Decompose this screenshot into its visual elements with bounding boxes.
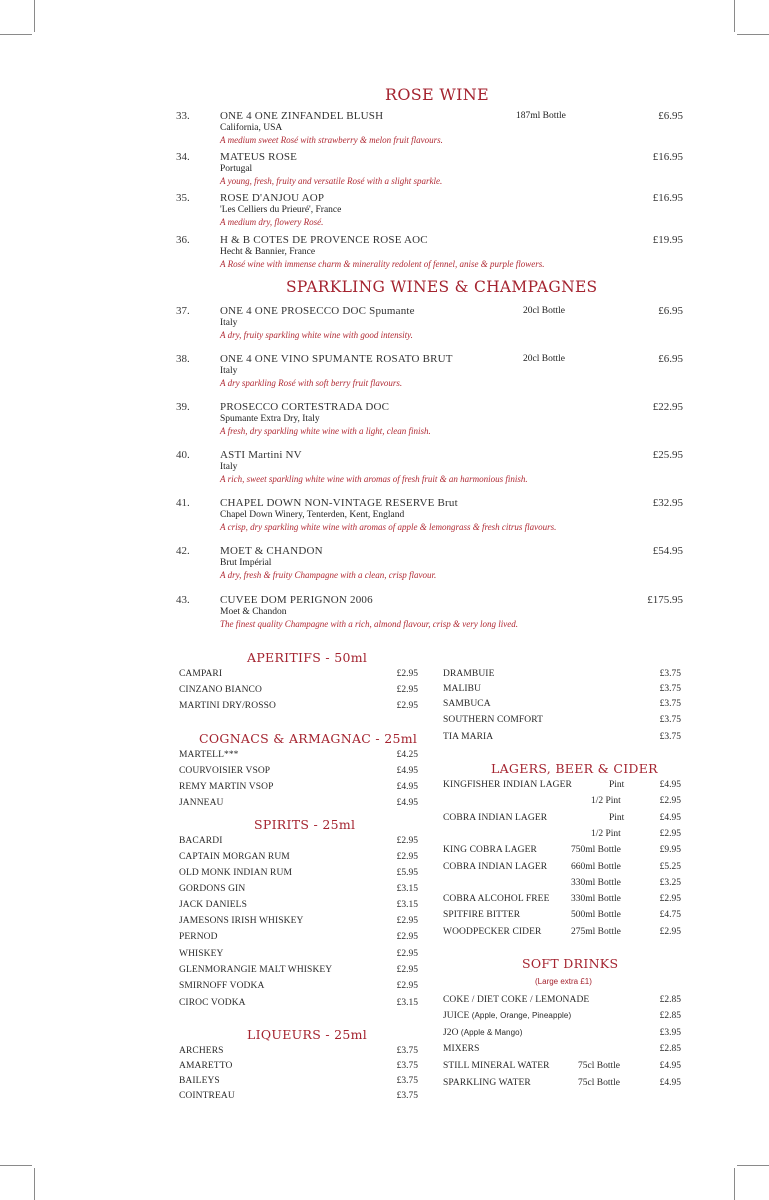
wine-item-34 (0, 151, 769, 197)
wine-description: A dry, fruity sparkling white wine with good intensity. (220, 330, 413, 340)
item-price: £2.95 (396, 981, 418, 991)
item-price: £3.75 (659, 715, 681, 725)
item-name: OLD MONK INDIAN RUM (179, 868, 292, 878)
list-item (443, 684, 681, 698)
item-price: £4.95 (396, 782, 418, 792)
soft-drinks-title: SOFT DRINKS (522, 956, 619, 971)
item-price: £3.25 (659, 878, 681, 888)
list-item (179, 932, 418, 946)
soft-drinks-subtitle: (Large extra £1) (535, 977, 592, 986)
list-item (443, 995, 681, 1009)
item-price: £2.95 (396, 949, 418, 959)
wine-size: 20cl Bottle (523, 306, 565, 316)
wine-name: MOET & CHANDON (220, 545, 323, 557)
item-price: £3.75 (396, 1061, 418, 1071)
item-price: £2.95 (659, 927, 681, 937)
wine-region: Hecht & Bannier, France (220, 247, 316, 257)
wine-number: 37. (176, 305, 190, 317)
item-name: COBRA ALCOHOL FREE (443, 894, 550, 904)
item-name: SOUTHERN COMFORT (443, 715, 543, 725)
item-price: £5.95 (396, 868, 418, 878)
wine-item-42 (0, 545, 769, 591)
list-item (443, 894, 681, 908)
wine-name: ASTI Martini NV (220, 449, 302, 461)
crop-mark-top-right-h (737, 34, 769, 35)
wine-region: Italy (220, 366, 238, 376)
wine-price: £175.95 (647, 594, 683, 606)
item-name: JUICE (443, 1011, 470, 1021)
item-size: 1/2 Pint (591, 829, 621, 839)
item-price: £3.75 (659, 669, 681, 679)
wine-name: CHAPEL DOWN NON-VINTAGE RESERVE Brut (220, 497, 458, 509)
list-item (443, 1011, 681, 1025)
list-item (443, 862, 681, 876)
sparkling-title: SPARKLING WINES & CHAMPAGNES (286, 278, 598, 296)
list-item (443, 1028, 681, 1042)
item-name: JAMESONS IRISH WHISKEY (179, 916, 304, 926)
wine-number: 42. (176, 545, 190, 557)
wine-description: A fresh, dry sparkling white wine with a light, clean finish. (220, 426, 431, 436)
item-size: 330ml Bottle (571, 894, 621, 904)
wine-name: H & B COTES DE PROVENCE ROSE AOC (220, 234, 428, 246)
item-price: £4.95 (396, 766, 418, 776)
item-price: £3.75 (396, 1076, 418, 1086)
wine-price: £6.95 (658, 110, 683, 122)
item-price: £9.95 (659, 845, 681, 855)
item-name: REMY MARTIN VSOP (179, 782, 274, 792)
wine-region: Moet & Chandon (220, 607, 287, 617)
wine-price: £25.95 (652, 449, 683, 461)
wine-name: PROSECCO CORTESTRADA DOC (220, 401, 390, 413)
list-item (179, 900, 418, 914)
list-item (179, 884, 418, 898)
list-item (179, 750, 418, 764)
wine-description: A young, fresh, fruity and versatile Rosé with a slight sparkle. (220, 176, 443, 186)
wine-price: £16.95 (652, 192, 683, 204)
item-name: JACK DANIELS (179, 900, 247, 910)
wine-description: A medium sweet Rosé with strawberry & melon fruit flavours. (220, 135, 443, 145)
item-name: COURVOISIER VSOP (179, 766, 271, 776)
item-price: £3.75 (659, 684, 681, 694)
item-price: £3.75 (396, 1046, 418, 1056)
item-price: £2.85 (659, 1011, 681, 1021)
item-name: KING COBRA LAGER (443, 845, 537, 855)
item-name: ARCHERS (179, 1046, 224, 1056)
item-price: £3.75 (659, 699, 681, 709)
wine-description: A dry sparkling Rosé with soft berry fruit flavours. (220, 378, 403, 388)
wine-description: A rich, sweet sparkling white wine with aromas of fresh fruit & an harmonious finish. (220, 474, 528, 484)
list-item (179, 836, 418, 850)
list-item (179, 998, 418, 1012)
wine-item-39 (0, 401, 769, 447)
wine-number: 33. (176, 110, 190, 122)
item-name: GORDONS GIN (179, 884, 246, 894)
item-price: £3.15 (396, 884, 418, 894)
item-price: £2.85 (659, 1044, 681, 1054)
wine-name: MATEUS ROSE (220, 151, 298, 163)
item-size: 75cl Bottle (578, 1061, 620, 1071)
list-item (443, 699, 681, 713)
wine-description: The finest quality Champagne with a rich, almond flavour, crisp & very long lived. (220, 619, 518, 629)
item-price: £2.95 (396, 916, 418, 926)
item-name: BAILEYS (179, 1076, 220, 1086)
item-name: COINTREAU (179, 1091, 235, 1101)
wine-description: A dry, fresh & fruity Champagne with a clean, crisp flavour. (220, 570, 437, 580)
list-item (443, 927, 681, 941)
item-name: COKE / DIET COKE / LEMONADE (443, 995, 590, 1005)
item-price: £5.25 (659, 862, 681, 872)
item-name: MARTINI DRY/ROSSO (179, 701, 276, 711)
list-item (443, 780, 681, 794)
wine-price: £22.95 (652, 401, 683, 413)
crop-mark-top-right-v (734, 0, 735, 32)
list-item (179, 852, 418, 866)
item-price: £2.95 (396, 932, 418, 942)
wine-number: 35. (176, 192, 190, 204)
item-price: £2.95 (396, 701, 418, 711)
crop-mark-bottom-right-v (734, 1168, 735, 1200)
item-price: £3.95 (659, 1028, 681, 1038)
list-item (179, 981, 418, 995)
list-item (179, 965, 418, 979)
lagers-title: LAGERS, BEER & CIDER (491, 761, 658, 776)
crop-mark-top-left-v (34, 0, 35, 32)
item-name: BACARDI (179, 836, 223, 846)
item-name: CAMPARI (179, 669, 223, 679)
list-item (179, 685, 418, 699)
list-item (443, 796, 681, 810)
item-name: MARTELL*** (179, 750, 239, 760)
item-name: AMARETTO (179, 1061, 233, 1071)
crop-mark-top-left-h (0, 34, 32, 35)
item-name: COBRA INDIAN LAGER (443, 813, 548, 823)
item-size: Pint (609, 813, 625, 823)
item-note: (Apple, Orange, Pineapple) (469, 1011, 572, 1020)
list-item (179, 1091, 418, 1105)
list-item (179, 868, 418, 882)
item-price: £2.95 (659, 829, 681, 839)
list-item (443, 829, 681, 843)
item-price: £4.95 (659, 780, 681, 790)
item-price: £4.95 (396, 798, 418, 808)
rose-wine-title: ROSE WINE (385, 85, 490, 104)
wine-item-40 (0, 449, 769, 495)
wine-item-43 (0, 594, 769, 640)
wine-size: 20cl Bottle (523, 354, 565, 364)
item-price: £2.95 (396, 836, 418, 846)
list-item (443, 669, 681, 683)
item-size: 660ml Bottle (571, 862, 621, 872)
list-item (443, 878, 681, 892)
list-item (179, 949, 418, 963)
wine-size: 187ml Bottle (516, 111, 566, 121)
item-name: SAMBUCA (443, 699, 491, 709)
wine-number: 36. (176, 234, 190, 246)
item-size: Pint (609, 780, 625, 790)
item-name: GLENMORANGIE MALT WHISKEY (179, 965, 333, 975)
wine-region: Italy (220, 462, 238, 472)
wine-item-38 (0, 353, 769, 399)
wine-region: Brut Impérial (220, 558, 272, 568)
item-price: £2.95 (396, 852, 418, 862)
item-size: 330ml Bottle (571, 878, 621, 888)
list-item (443, 845, 681, 859)
wine-name: ONE 4 ONE ZINFANDEL BLUSH (220, 110, 384, 122)
liqueurs-title: LIQUEURS - 25ml (247, 1027, 368, 1042)
wine-region: Portugal (220, 164, 253, 174)
spirits-title: SPIRITS - 25ml (254, 817, 356, 832)
list-item (179, 782, 418, 796)
list-item (179, 916, 418, 930)
crop-mark-bottom-left-h (0, 1165, 32, 1166)
item-name: CINZANO BIANCO (179, 685, 262, 695)
list-item (443, 732, 681, 746)
wine-price: £54.95 (652, 545, 683, 557)
wine-price: £6.95 (658, 305, 683, 317)
wine-price: £16.95 (652, 151, 683, 163)
wine-price: £19.95 (652, 234, 683, 246)
item-name: SPITFIRE BITTER (443, 910, 521, 920)
list-item (443, 1044, 681, 1058)
cognacs-title: COGNACS & ARMAGNAC - 25ml (199, 731, 418, 746)
item-name: CAPTAIN MORGAN RUM (179, 852, 290, 862)
item-price: £2.95 (396, 685, 418, 695)
wine-item-33 (0, 110, 769, 156)
wine-region: California, USA (220, 123, 283, 133)
wine-number: 43. (176, 594, 190, 606)
item-name: DRAMBUIE (443, 669, 495, 679)
item-name: CIROC VODKA (179, 998, 246, 1008)
item-price: £3.15 (396, 998, 418, 1008)
item-size: 750ml Bottle (571, 845, 621, 855)
wine-number: 41. (176, 497, 190, 509)
item-price: £2.95 (396, 965, 418, 975)
list-item (179, 766, 418, 780)
item-price: £4.95 (659, 813, 681, 823)
wine-description: A Rosé wine with immense charm & minerality redolent of fennel, anise & purple flowers. (220, 259, 545, 269)
wine-item-36 (0, 234, 769, 280)
crop-mark-bottom-right-h (737, 1165, 769, 1166)
item-name: SPARKLING WATER (443, 1078, 531, 1088)
wine-region: Italy (220, 318, 238, 328)
item-price: £2.95 (659, 796, 681, 806)
list-item (443, 1061, 681, 1075)
item-price: £3.75 (659, 732, 681, 742)
list-item (179, 798, 418, 812)
list-item (443, 1078, 681, 1092)
list-item (179, 1061, 418, 1075)
wine-item-41 (0, 497, 769, 543)
wine-description: A crisp, dry sparkling white wine with aromas of apple & lemongrass & fresh citrus flavours. (220, 522, 557, 532)
item-name: WHISKEY (179, 949, 224, 959)
list-item (179, 669, 418, 683)
item-price: £2.95 (659, 894, 681, 904)
item-price: £3.75 (396, 1091, 418, 1101)
item-price: £4.25 (396, 750, 418, 760)
item-name: TIA MARIA (443, 732, 494, 742)
item-price: £4.95 (659, 1078, 681, 1088)
wine-region: Spumante Extra Dry, Italy (220, 414, 320, 424)
item-price: £4.95 (659, 1061, 681, 1071)
wine-number: 38. (176, 353, 190, 365)
item-name: MALIBU (443, 684, 482, 694)
item-size: 1/2 Pint (591, 796, 621, 806)
wine-region: Chapel Down Winery, Tenterden, Kent, England (220, 510, 405, 520)
item-name: PERNOD (179, 932, 218, 942)
wine-region: 'Les Celliers du Prieuré', France (220, 205, 342, 215)
wine-number: 34. (176, 151, 190, 163)
crop-mark-bottom-left-v (34, 1168, 35, 1200)
wine-item-37 (0, 305, 769, 351)
list-item (443, 715, 681, 729)
item-size: 75cl Bottle (578, 1078, 620, 1088)
wine-number: 39. (176, 401, 190, 413)
wine-name: ONE 4 ONE VINO SPUMANTE ROSATO BRUT (220, 353, 453, 365)
item-name: COBRA INDIAN LAGER (443, 862, 548, 872)
item-name: SMIRNOFF VODKA (179, 981, 265, 991)
item-size: 500ml Bottle (571, 910, 621, 920)
item-name: JANNEAU (179, 798, 224, 808)
wine-number: 40. (176, 449, 190, 461)
item-price: £2.85 (659, 995, 681, 1005)
wine-name: ROSE D'ANJOU AOP (220, 192, 325, 204)
wine-name: ONE 4 ONE PROSECCO DOC Spumante (220, 305, 415, 317)
item-name: KINGFISHER INDIAN LAGER (443, 780, 572, 790)
aperitifs-title: APERITIFS - 50ml (247, 650, 368, 665)
wine-price: £32.95 (652, 497, 683, 509)
wine-price: £6.95 (658, 353, 683, 365)
item-price: £4.75 (659, 910, 681, 920)
list-item (179, 1046, 418, 1060)
item-price: £3.15 (396, 900, 418, 910)
list-item (179, 701, 418, 715)
wine-name: CUVEE DOM PERIGNON 2006 (220, 594, 373, 606)
list-item (443, 910, 681, 924)
item-size: 275ml Bottle (571, 927, 621, 937)
list-item (443, 813, 681, 827)
item-name: WOODPECKER CIDER (443, 927, 542, 937)
item-note: (Apple & Mango) (458, 1028, 523, 1037)
wine-item-35 (0, 192, 769, 238)
item-price: £2.95 (396, 669, 418, 679)
item-name: STILL MINERAL WATER (443, 1061, 550, 1071)
item-name: J2O (443, 1028, 459, 1038)
wine-description: A medium dry, flowery Rosé. (220, 217, 324, 227)
list-item (179, 1076, 418, 1090)
item-name: MIXERS (443, 1044, 480, 1054)
